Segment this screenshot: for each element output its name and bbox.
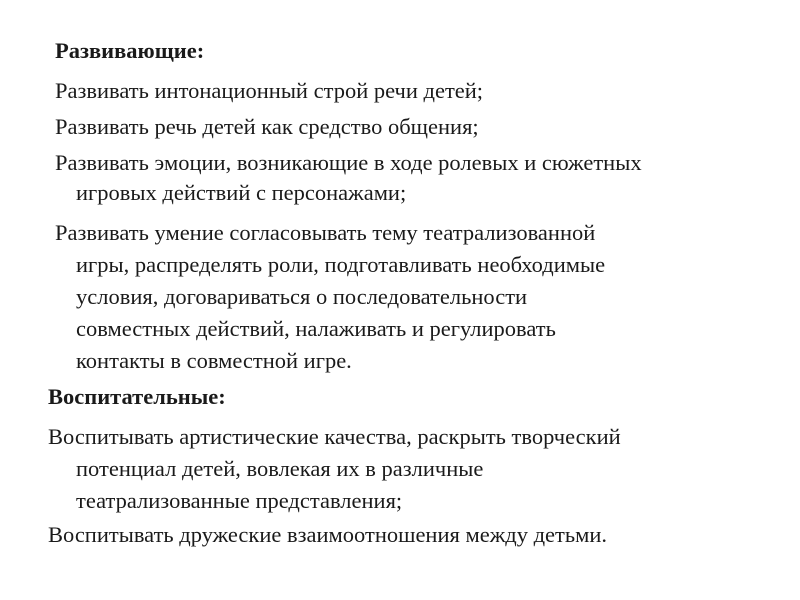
list-item-friendship: Воспитывать дружеские взаимоотношения между детьми.: [48, 522, 608, 547]
list-item-intonation: Развивать интонационный строй речи детей;: [55, 78, 484, 103]
list-item-coordination: Развивать умение согласовывать тему театрализованной: [55, 220, 596, 245]
list-item-artistic-continuation: потенциал детей, вовлекая их в различные: [76, 456, 484, 481]
list-item-artistic-continuation: театрализованные представления;: [76, 488, 403, 513]
list-item-emotions: Развивать эмоции, возникающие в ходе ролевых и сюжетных: [55, 150, 642, 175]
list-item-speech: Развивать речь детей как средство общения;: [55, 114, 479, 139]
section-heading-developing: Развивающие:: [55, 38, 205, 63]
section-heading-educational: Воспитательные:: [48, 384, 226, 409]
list-item-artistic: Воспитывать артистические качества, раскрыть творческий: [48, 424, 621, 449]
list-item-coordination-continuation: условия, договариваться о последовательности: [76, 284, 528, 309]
list-item-emotions-continuation: игровых действий с персонажами;: [76, 180, 407, 205]
list-item-coordination-continuation: игры, распределять роли, подготавливать необходимые: [76, 252, 606, 277]
list-item-coordination-continuation: совместных действий, налаживать и регулировать: [76, 316, 556, 341]
list-item-coordination-continuation: контакты в совместной игре.: [76, 348, 352, 373]
